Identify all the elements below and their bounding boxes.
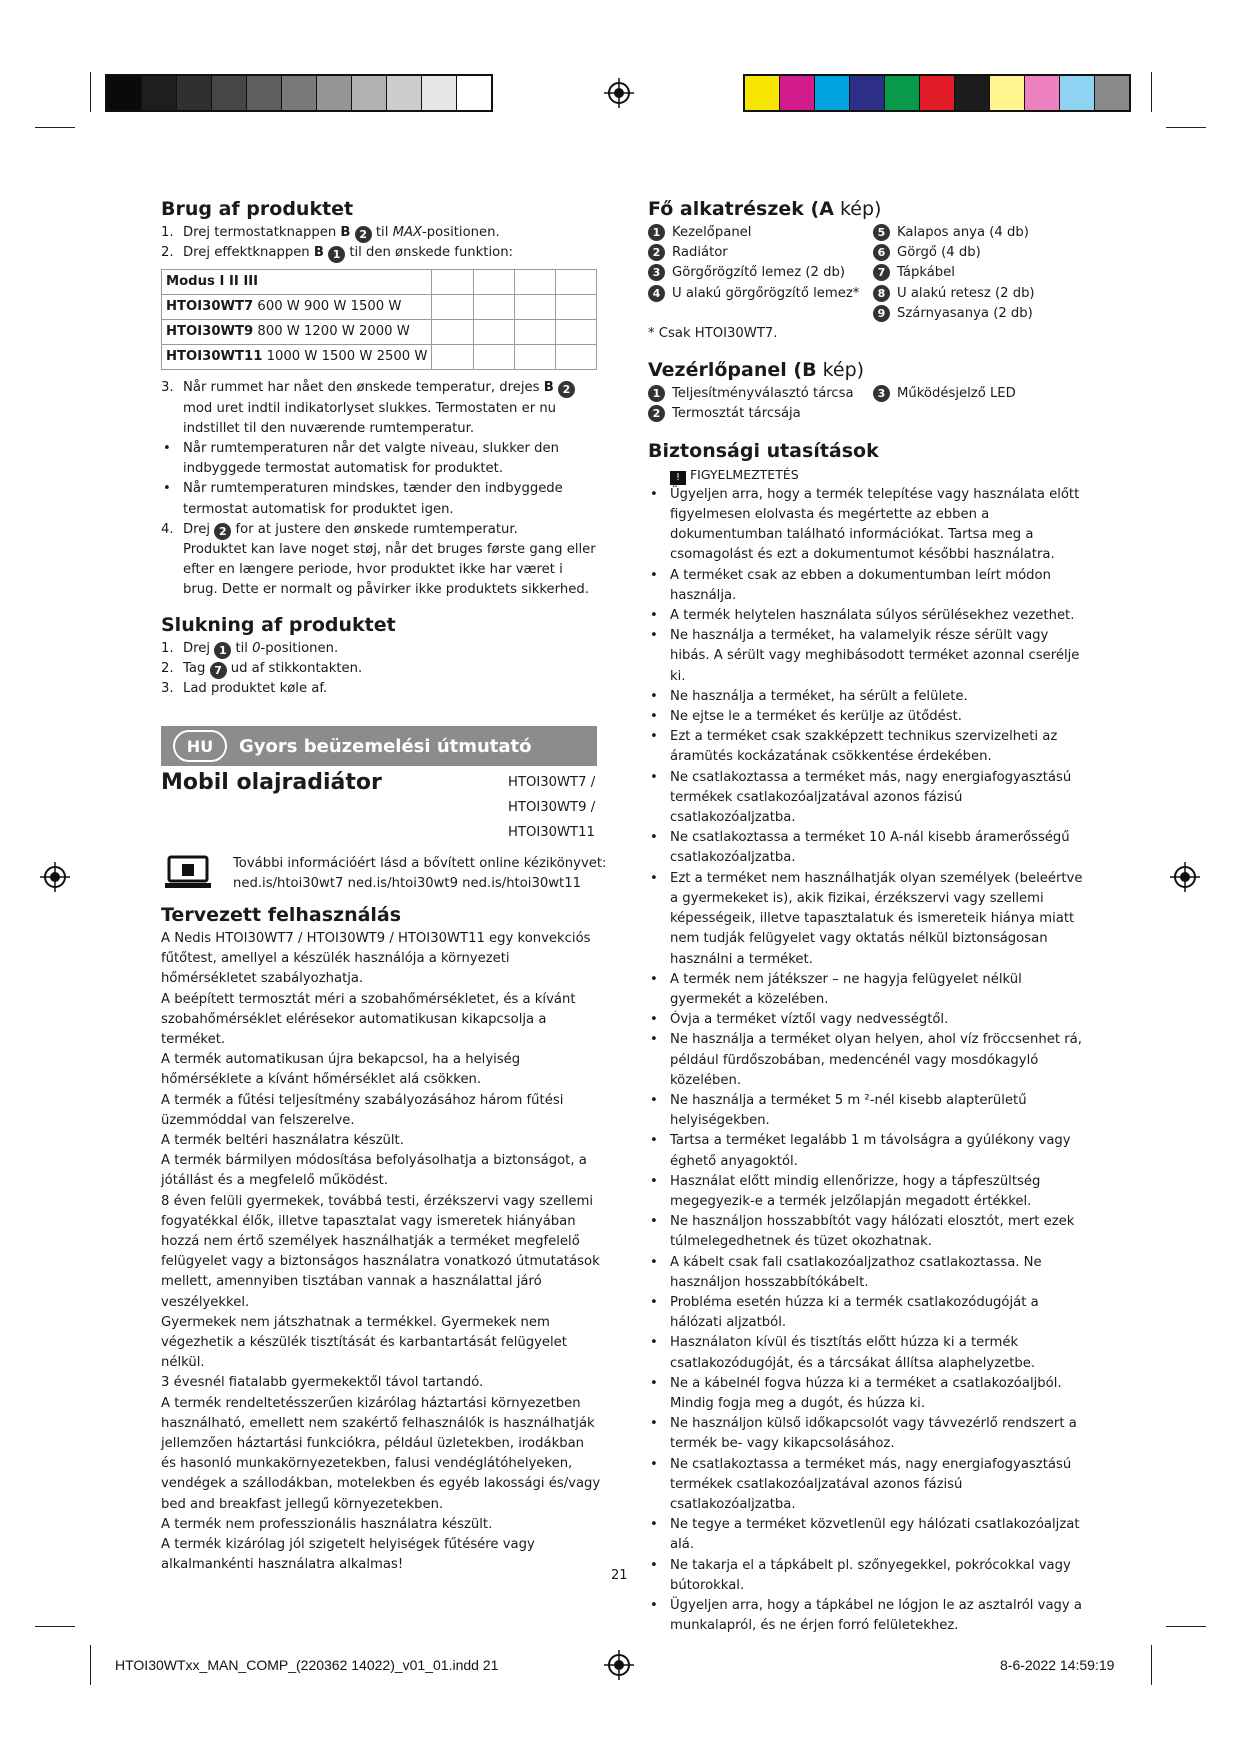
safety-item: • Ne használja a terméket 5 m ²-nél kisebb alapterületű helyiségekben. xyxy=(650,1092,1027,1129)
safety-item: • A termék nem játékszer – ne hagyja felügyelet nélkül gyermekét a közelében. xyxy=(650,971,1022,1007)
color-swatch xyxy=(387,76,422,110)
section-title-slukning: Slukning af produktet xyxy=(161,613,396,636)
left-column xyxy=(161,197,596,699)
paragraph: A termék beltéri használatra készült. xyxy=(161,1133,404,1149)
slukning-step: 2. Tag 7 ud af stikkontakten. xyxy=(161,660,363,677)
crop-mark xyxy=(90,72,91,112)
color-swatch xyxy=(247,76,282,110)
table-cell: Modus I II III xyxy=(162,270,432,295)
table-cell xyxy=(473,345,514,370)
callout-badge: 2 xyxy=(214,523,231,540)
safety-item: • Ne használja a terméket, ha valamelyik része sérült vagy hibás. A sérült vagy meghibásodott terméket azonnal cserélje ki. xyxy=(650,628,1080,684)
section-title-control-panel: Vezérlőpanel (B kép) xyxy=(648,359,865,382)
online-manual-info: További információért lásd a bővített online kézikönyvet: ned.is/htoi30wt7 ned.is/htoi30wt9 ned.is/htoi30wt11 xyxy=(233,854,606,894)
callout-badge: 3 xyxy=(873,385,890,402)
color-swatch xyxy=(352,76,387,110)
banner-title: Gyors beüzemelési útmutató xyxy=(239,735,532,757)
language-code: HU xyxy=(173,730,227,762)
paragraph: A beépített termosztát méri a szobahőmérsékletet, és a kívánt szobahőmérséklet elérésekor automatikusan kikapcsolja a terméket. xyxy=(161,991,576,1048)
color-swatch xyxy=(990,76,1025,110)
part-item: 1 Kezelőpanel xyxy=(648,223,873,243)
crop-mark xyxy=(1166,1626,1206,1627)
callout-badge: 1 xyxy=(648,224,665,241)
color-swatch xyxy=(1025,76,1060,110)
control-panel-list xyxy=(648,384,1088,424)
callout-badge: 6 xyxy=(873,244,890,261)
color-swatch xyxy=(745,76,780,110)
color-swatch xyxy=(282,76,317,110)
process-color-bar xyxy=(743,74,1131,112)
color-swatch xyxy=(1060,76,1095,110)
color-swatch xyxy=(815,76,850,110)
parts-footnote: * Csak HTOI30WT7. xyxy=(648,326,778,342)
table-cell xyxy=(432,320,473,345)
safety-item: • Ne csatlakoztassa a terméket 10 A-nál kisebb áramerősségű csatlakozóaljzatba. xyxy=(650,830,1070,866)
paragraph: Gyermekek nem játszhatnak a termékkel. Gyermekek nem végezhetik a készülék tisztítását és karbantartását felügyelet nélkül. xyxy=(161,1314,567,1371)
color-swatch xyxy=(107,76,142,110)
callout-badge: 1 xyxy=(648,385,665,402)
safety-list xyxy=(648,485,1088,1637)
table-cell: HTOI30WT7 600 W 900 W 1500 W xyxy=(162,295,432,320)
part-item: 3 Működésjelző LED xyxy=(873,384,1088,404)
model-name: HTOI30WT11 xyxy=(508,825,595,840)
table-row xyxy=(162,345,597,370)
table-cell xyxy=(473,295,514,320)
product-title: Mobil olajradiátor xyxy=(161,770,382,795)
section-title-main-parts: Fő alkatrészek (A kép) xyxy=(648,198,882,220)
safety-item: • Ügyeljen arra, hogy a termék telepítése vagy használata előtt figyelmesen elolvasta és megértette az ebben a dokumentumban található információkat. Tartsa meg a csomagolást és ezt a dokumentumot későbbi használatra. xyxy=(650,486,1080,563)
table-cell xyxy=(432,270,473,295)
table-cell xyxy=(432,295,473,320)
brug-bullets xyxy=(161,439,596,520)
callout-badge: 2 xyxy=(648,405,665,422)
table-cell xyxy=(514,270,555,295)
callout-badge: 9 xyxy=(873,305,890,322)
safety-item: • Óvja a terméket víztől vagy nedvességtől. xyxy=(650,1012,949,1028)
part-item: 7 Tápkábel xyxy=(873,263,1088,283)
brug-step-3: 3. Når rummet har nået den ønskede temperatur, drejes B 2 mod uret indtil indikatorlyset slukkes. Termostaten er nu indstillet til den nuværende rumtemperatur. xyxy=(161,378,596,439)
gray-color-bar xyxy=(105,74,493,112)
online-manual-links[interactable]: ned.is/htoi30wt7 ned.is/htoi30wt9 ned.is/htoi30wt11 xyxy=(233,876,581,891)
slukning-step: 1. Drej 1 til 0-positionen. xyxy=(161,640,339,657)
table-row xyxy=(162,320,597,345)
part-item: 3 Görgőrögzítő lemez (2 db) xyxy=(648,263,873,283)
callout-badge: 3 xyxy=(648,264,665,281)
safety-item: • Ne használja a terméket olyan helyen, ahol víz fröccsenhet rá, például fürdőszobában, medencénél vagy mosdókagyló közelében. xyxy=(650,1032,1082,1088)
part-item: 2 Radiátor xyxy=(648,243,873,263)
safety-item: • Ne csatlakoztassa a terméket más, nagy energiafogyasztású termékek csatlakozóaljzatával azonos fázisú csatlakozóaljzatba. xyxy=(650,1456,1072,1512)
paragraph: A termék nem professzionális használatra készült. xyxy=(161,1516,493,1532)
safety-item: • Ügyeljen arra, hogy a tápkábel ne lógjon le az asztalról vagy a munkalapról, és ne érjen forró felületekhez. xyxy=(650,1598,1082,1634)
safety-item: • Ne takarja el a tápkábelt pl. szőnyegekkel, pokrócokkal vagy bútorokkal. xyxy=(650,1557,1071,1593)
safety-item: • Probléma esetén húzza ki a termék csatlakozódugóját a hálózati aljzatból. xyxy=(650,1294,1039,1331)
paragraph: A termék automatikusan újra bekapcsol, ha a helyiség hőmérséklete a kívánt hőmérséklet alá csökken. xyxy=(161,1052,521,1088)
callout-badge: 2 xyxy=(355,226,372,243)
registration-mark-icon xyxy=(1170,862,1200,892)
warning-icon: ! xyxy=(670,471,686,485)
crop-mark xyxy=(35,1626,75,1627)
color-swatch xyxy=(850,76,885,110)
callout-badge: 7 xyxy=(210,662,227,679)
footer-filename: HTOI30WTxx_MAN_COMP_(220362 14022)_v01_01.indd 21 xyxy=(115,1657,499,1673)
part-item: 5 Kalapos anya (4 db) xyxy=(873,223,1088,243)
brug-step-4: 4. Drej 2 for at justere den ønskede rumtemperatur. xyxy=(161,521,518,538)
safety-item: • A kábelt csak fali csatlakozóaljzathoz csatlakoztassa. Ne használjon hosszabbítókábelt. xyxy=(650,1254,1042,1290)
safety-item: • Ne csatlakoztassa a terméket más, nagy energiafogyasztású termékek csatlakozóaljzatával azonos fázisú csatlakozóaljzatba. xyxy=(650,769,1072,826)
table-row xyxy=(162,295,597,320)
callout-badge: 8 xyxy=(873,285,890,302)
crop-mark xyxy=(1151,72,1152,112)
color-swatch xyxy=(457,76,491,110)
brug-step: 2. Drej effektknappen B 1 til den ønskede funktion: xyxy=(161,245,513,262)
list-item: • Når rumtemperaturen mindskes, tænder den indbyggede termostat automatisk for produktet igen. xyxy=(163,481,563,517)
brug-steps xyxy=(161,223,596,263)
callout-badge: 1 xyxy=(214,642,231,659)
brug-step: 1. Drej termostatknappen B 2 til MAX-positionen. xyxy=(161,225,500,241)
paragraph: A termék a fűtési teljesítmény szabályozásához három fűtési üzemmóddal van felszerelve. xyxy=(161,1092,564,1128)
warning-label: ! FIGYELMEZTETÉS xyxy=(648,465,1088,485)
slukning-steps xyxy=(161,639,596,700)
color-swatch xyxy=(142,76,177,110)
table-cell xyxy=(473,270,514,295)
page-number: 21 xyxy=(611,1568,628,1583)
list-item: • Når rumtemperaturen når det valgte niveau, slukker den indbyggede termostat automatisk for produktet. xyxy=(163,441,559,477)
color-swatch xyxy=(422,76,457,110)
safety-item: • Ezt a terméket nem használhatják olyan személyek (beleértve a gyermekeket is), akik fizikai, érzékszervi vagy szellemi képességeik, illetve tapasztalatuk és ismereteik hiánya miatt nem tudják felügyelet vagy oktatás nélkül biztonságosan használni a terméket. xyxy=(650,870,1083,967)
noise-note: Produktet kan lave noget støj, når det bruges første gang eller efter en længere periode, hvor produktet ikke har været i brug. Dette er normalt og påvirker ikke produktets sikkerhed. xyxy=(183,542,596,598)
model-list xyxy=(508,770,595,845)
table-cell xyxy=(555,345,596,370)
language-banner xyxy=(161,726,597,766)
main-parts-list xyxy=(648,223,1088,324)
part-item: 9 Szárnyasanya (2 db) xyxy=(873,304,1088,324)
registration-mark-icon xyxy=(40,862,70,892)
callout-badge: 5 xyxy=(873,224,890,241)
section-title-intended-use: Tervezett felhasználás xyxy=(161,904,402,926)
intended-use-section xyxy=(161,903,601,1576)
safety-item: • Használaton kívül és tisztítás előtt húzza ki a termék csatlakozódugóját, és a tárcsákat állítsa alaphelyzetbe. xyxy=(650,1335,1036,1371)
laptop-icon xyxy=(164,855,212,891)
table-cell xyxy=(555,270,596,295)
part-item: 6 Görgő (4 db) xyxy=(873,243,1088,263)
safety-item: • Ne a kábelnél fogva húzza ki a terméket a csatlakozóaljból. Mindig fogja meg a dugót, és húzza ki. xyxy=(650,1375,1062,1411)
section-title-brug: Brug af produktet xyxy=(161,198,354,220)
crop-mark xyxy=(1151,1645,1152,1685)
slukning-step: 3. Lad produktet køle af. xyxy=(161,681,328,697)
safety-item: • Ne ejtse le a terméket és kerülje az ütődést. xyxy=(650,709,962,725)
intended-use-text xyxy=(161,929,601,1576)
safety-item: • Ne használjon hosszabbítót vagy hálózati elosztót, mert ezek túlmelegedhetnek és tüzet okozhatnak. xyxy=(650,1214,1075,1250)
crop-mark xyxy=(1166,127,1206,128)
color-swatch xyxy=(177,76,212,110)
part-item: 1 Teljesítményválasztó tárcsa xyxy=(648,384,873,404)
part-item: 8 U alakú retesz (2 db) xyxy=(873,284,1088,304)
paragraph: A termék kizárólag jól szigetelt helyiségek fűtésére vagy alkalmankénti használatra alkalmas! xyxy=(161,1537,535,1573)
paragraph: 8 éven felüli gyermekek, továbbá testi, érzékszervi vagy szellemi fogyatékkal élők, illetve tapasztalat vagy ismeretek hiányában hozzá nem értő személyek használhatják a terméket megfelelő felügyelet vagy a biztonságos használatra vonatkozó útmutatások mellett, amennyiben tisztában vannak a használattal járó veszélyekkel. xyxy=(161,1193,600,1310)
model-name: HTOI30WT7 / xyxy=(508,775,596,790)
table-cell: HTOI30WT11 1000 W 1500 W 2500 W xyxy=(162,345,432,370)
crop-mark xyxy=(90,1645,91,1685)
safety-item: • Tartsa a terméket legalább 1 m távolságra a gyúlékony vagy éghető anyagoktól. xyxy=(650,1133,1071,1169)
paragraph: 3 évesnél fiatalabb gyermekektől távol tartandó. xyxy=(161,1375,484,1391)
safety-item: • Ezt a terméket csak szakképzett technikus szervizelheti az áramütés kockázatának csökkentése érdekében. xyxy=(650,729,1058,765)
color-swatch xyxy=(212,76,247,110)
part-item: 4 U alakú görgőrögzítő lemez* xyxy=(648,284,873,304)
table-row xyxy=(162,270,597,295)
table-cell xyxy=(514,345,555,370)
table-cell xyxy=(514,295,555,320)
safety-item: • A termék helytelen használata súlyos sérülésekhez vezethet. xyxy=(650,608,1075,624)
mode-table xyxy=(161,269,597,370)
callout-badge: 2 xyxy=(558,381,575,398)
callout-badge: 1 xyxy=(328,246,345,263)
section-title-safety: Biztonsági utasítások xyxy=(648,439,879,462)
model-name: HTOI30WT9 / xyxy=(508,800,596,815)
table-cell xyxy=(555,320,596,345)
color-swatch xyxy=(920,76,955,110)
table-cell xyxy=(432,345,473,370)
registration-mark-icon xyxy=(604,78,634,108)
right-column xyxy=(648,197,1088,1636)
footer-date: 8-6-2022 14:59:19 xyxy=(1000,1657,1115,1673)
color-swatch xyxy=(955,76,990,110)
color-swatch xyxy=(780,76,815,110)
color-swatch xyxy=(1095,76,1129,110)
paragraph: A termék rendeltetésszerűen kizárólag háztartási környezetben használható, emellett nem szakértő felhasználók is használhatják jellemzően háztartási funkciókra, például üzletekben, irodákban és hasonló munkakörnyezetekben, falusi vendéglátóhelyeken, vendégek a szállodákban, motelekben és egyéb lakossági és/vagy bed and breakfast jellegű környezetekben. xyxy=(161,1395,601,1512)
table-cell xyxy=(473,320,514,345)
safety-item: • Ne használja a terméket, ha sérült a felülete. xyxy=(650,688,968,704)
paragraph: A Nedis HTOI30WT7 / HTOI30WT9 / HTOI30WT11 egy konvekciós fűtőtest, amellyel a készülék használója a környezeti hőmérsékletet szabályozhatja. xyxy=(161,931,591,987)
table-cell xyxy=(514,320,555,345)
crop-mark xyxy=(35,127,75,128)
part-item: 2 Termosztát tárcsája xyxy=(648,404,873,424)
color-swatch xyxy=(885,76,920,110)
callout-badge: 7 xyxy=(873,264,890,281)
table-cell: HTOI30WT9 800 W 1200 W 2000 W xyxy=(162,320,432,345)
safety-item: • Ne használjon külső időkapcsolót vagy távvezérlő rendszert a termék be- vagy kikapcsolásához. xyxy=(650,1416,1077,1452)
safety-item: • A terméket csak az ebben a dokumentumban leírt módon használja. xyxy=(650,567,1051,603)
safety-item: • Használat előtt mindig ellenőrizze, hogy a tápfeszültség megegyezik-e a termék jelzőlapján megadott értékkel. xyxy=(650,1173,1041,1209)
callout-badge: 2 xyxy=(648,244,665,261)
paragraph: A termék bármilyen módosítása befolyásolhatja a biztonságot, a jótállást és a megfelelő működést. xyxy=(161,1153,587,1189)
callout-badge: 4 xyxy=(648,285,665,302)
safety-item: • Ne tegye a terméket közvetlenül egy hálózati csatlakozóaljzat alá. xyxy=(650,1517,1080,1553)
registration-mark-icon xyxy=(604,1650,634,1680)
color-swatch xyxy=(317,76,352,110)
table-cell xyxy=(555,295,596,320)
